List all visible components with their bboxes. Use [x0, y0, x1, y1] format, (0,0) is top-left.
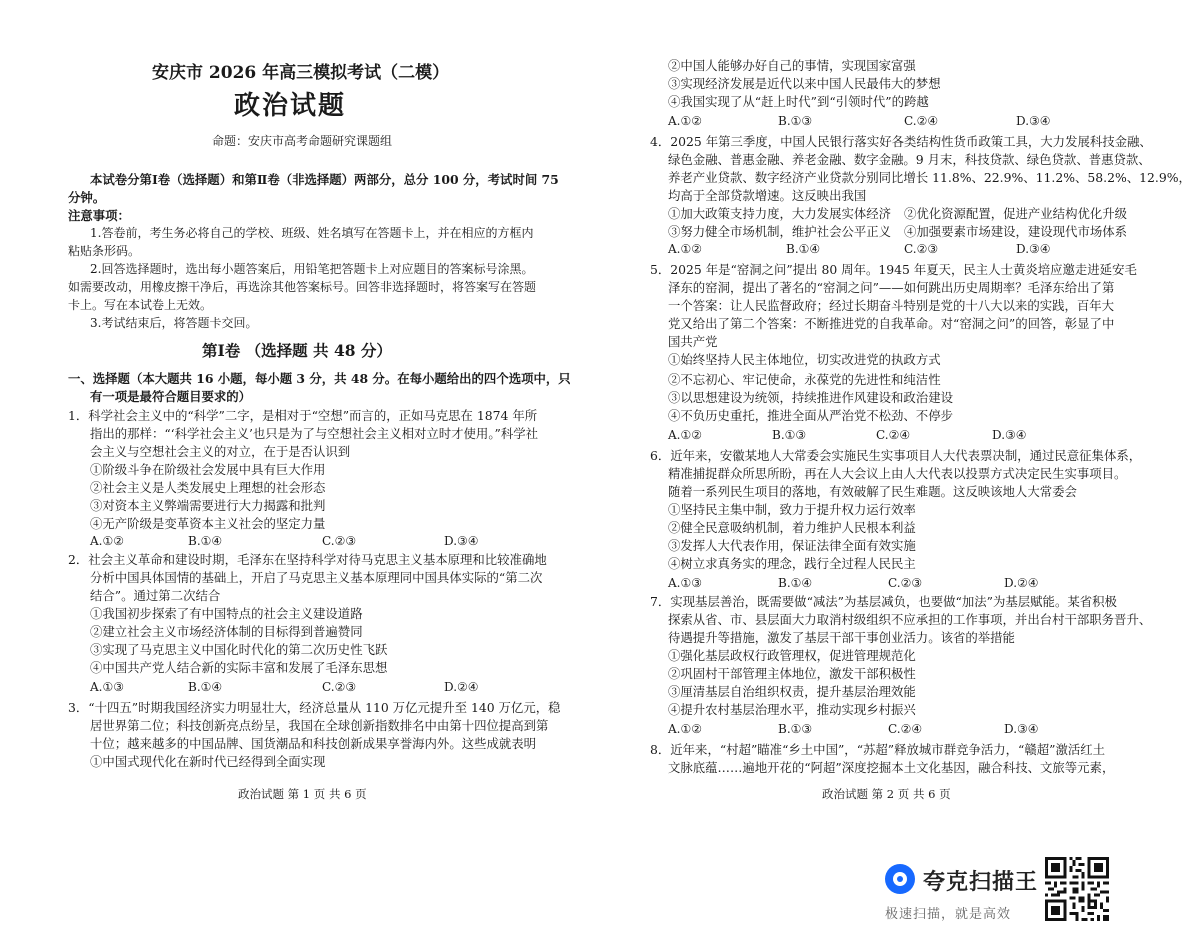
notice-line: 粘贴条形码。: [68, 244, 141, 258]
question-4-option-a: A.①②: [668, 242, 702, 256]
question-5-item: ④不负历史重托，推进全面从严治党不松劲、不停步: [668, 408, 953, 423]
notice-heading: 注意事项：: [68, 208, 130, 223]
question-4-option-c: C.②③: [904, 242, 939, 256]
question-5-option-d: D.③④: [992, 428, 1027, 442]
question-3-option-b: B.①③: [778, 114, 813, 128]
section-title: 第Ⅰ卷 （选择题 共 48 分）: [202, 341, 392, 360]
question-1-option-d: D.③④: [444, 534, 479, 548]
question-3-item: ③实现经济发展是近代以来中国人民最伟大的梦想: [668, 76, 941, 91]
question-2-item: ③实现了马克思主义中国化时代化的第二次历史性飞跃: [90, 642, 388, 657]
question-7-item: ①强化基层政权行政管理权，促进管理规范化: [668, 648, 916, 663]
question-3-item: ①中国式现代化在新时代已经得到全面实现: [90, 754, 326, 769]
question-6-stem: 6．近年来，安徽某地人大常委会实施民生实事项目人大代表票决制，通过民意征集体系，: [650, 448, 1142, 463]
scanner-logo-icon: [885, 864, 915, 894]
question-5-item: ③以思想建设为统领，持续推进作风建设和政治建设: [668, 390, 953, 405]
question-3-item: ④我国实现了从“赶上时代”到“引领时代”的跨越: [668, 94, 929, 109]
question-3-item: ②中国人能够办好自己的事情，实现国家富强: [668, 58, 916, 73]
question-7-stem: 探索从省、市、县层面大力取消村级组织不应承担的工作事项，并出台村干部职务晋升、: [668, 612, 1152, 627]
question-5-option-b: B.①③: [772, 428, 807, 442]
question-7-option-d: D.③④: [1004, 722, 1039, 736]
question-6-item: ②健全民意吸纳机制，着力维护人民根本利益: [668, 520, 916, 535]
question-4-item: ①加大政策支持力度，大力发展实体经济: [668, 206, 892, 221]
notice-line: 1.答卷前，考生务必将自己的学校、班级、姓名填写在答题卡上，并在相应的方框内: [90, 226, 534, 240]
question-4-stem: 均高于全部贷款增速。这反映出我国: [668, 188, 867, 203]
question-1-stem: 会主义与空想社会主义的对立，在于是否认识到: [90, 444, 351, 459]
question-6-item: ①坚持民主集中制，致力于提升权力运行效率: [668, 502, 916, 517]
question-3-option-d: D.③④: [1016, 114, 1051, 128]
question-7-option-c: C.②④: [888, 722, 923, 736]
question-5-item: ①始终坚持人民主体地位，切实改进党的执政方式: [668, 352, 941, 367]
question-2-option-a: A.①③: [90, 680, 124, 694]
question-5-item: ②不忘初心、牢记使命，永葆党的先进性和纯洁性: [668, 372, 941, 387]
question-1-item: ①阶级斗争在阶级社会发展中具有巨大作用: [90, 462, 326, 477]
exam-title: 安庆市 2026 年高三模拟考试（二模）: [152, 63, 450, 83]
question-3-option-a: A.①②: [668, 114, 702, 128]
question-1-item: ③对资本主义弊端需要进行大力揭露和批判: [90, 498, 326, 513]
scanner-app-name: 夸克扫描王: [923, 870, 1039, 895]
question-2-item: ②建立社会主义市场经济体制的目标得到普遍赞同: [90, 624, 363, 639]
question-4-stem: 养老产业贷款、数字经济产业贷款分别同比增长 11.8%、22.9%、11.2%、58.2%、12.9%，: [668, 170, 1191, 185]
part-heading: 有一项是最符合题目要求的）: [90, 389, 252, 404]
question-6-stem: 精准捕捉群众所思所盼，再在人大会议上由人大代表以投票方式决定民生实事项目。: [668, 466, 1127, 481]
question-7-option-b: B.①③: [778, 722, 813, 736]
question-7-item: ③厘清基层自治组织权责，提升基层治理效能: [668, 684, 916, 699]
question-2-option-b: B.①④: [188, 680, 223, 694]
question-1-stem: 1．科学社会主义中的“科学”二字，是相对于“空想”而言的，正如马克思在 1874 年所: [68, 408, 538, 423]
question-7-item: ④提升农村基层治理水平，推动实现乡村振兴: [668, 702, 916, 717]
question-6-option-b: B.①④: [778, 576, 813, 590]
question-3-stem: 3．“十四五”时期我国经济实力明显壮大，经济总量从 110 万亿元提升至 140 万亿元，稳: [68, 700, 561, 715]
question-8-stem: 8．近年来，“村超”瞄准“乡土中国”，“苏超”释放城市群竞争活力，“赣超”激活红土: [650, 742, 1106, 757]
question-8-stem: 文脉底蕴……遍地开花的“阿超”深度挖掘本土文化基因，融合科技、文旅等元素，: [668, 760, 1115, 775]
question-2-option-c: C.②③: [322, 680, 357, 694]
notice-line: 2.回答选择题时，选出每小题答案后，用铅笔把答题卡上对应题目的答案标号涂黑。: [90, 262, 534, 276]
question-5-stem: 国共产党: [668, 334, 718, 349]
question-7-stem: 7．实现基层善治，既需要做“减法”为基层减负，也要做“加法”为基层赋能。某省积极: [650, 594, 1117, 609]
question-5-stem: 泽东的窑洞，提出了著名的“窑洞之问”——如何跳出历史周期率？毛泽东给出了第: [668, 280, 1115, 295]
question-6-item: ④树立求真务实的理念，践行全过程人民民主: [668, 556, 916, 571]
question-2-item: ④中国共产党人结合新的实际丰富和发展了毛泽东思想: [90, 660, 388, 675]
question-6-item: ③发挥人大代表作用，保证法律全面有效实施: [668, 538, 916, 553]
subject-title: 政治试题: [234, 91, 347, 121]
question-2-stem: 分析中国具体国情的基础上，开启了马克思主义基本原理同中国具体实际的“第二次: [90, 570, 543, 585]
question-4-stem: 绿色金融、普惠金融、养老金融、数字金融。9 月末，科技贷款、绿色贷款、普惠贷款、: [668, 152, 1151, 167]
scanner-tagline: 极速扫描，就是高效: [885, 907, 1012, 922]
qr-code-icon: [1045, 857, 1109, 921]
question-6-stem: 随着一系列民生项目的落地，有效破解了民生难题。这反映该地人大常委会: [668, 484, 1077, 499]
question-1-item: ②社会主义是人类发展史上理想的社会形态: [90, 480, 326, 495]
question-6-option-d: D.②④: [1004, 576, 1039, 590]
question-6-option-a: A.①③: [668, 576, 702, 590]
question-7-item: ②巩固村干部管理主体地位，激发干部积极性: [668, 666, 916, 681]
question-5-option-a: A.①②: [668, 428, 702, 442]
page-2-footer: 政治试题 第 2 页 共 6 页: [822, 787, 951, 801]
question-2-item: ①我国初步探索了有中国特点的社会主义建设道路: [90, 606, 363, 621]
part-heading: 一、选择题（本大题共 16 小题，每小题 3 分，共 48 分。在每小题给出的四个选项中，只: [68, 371, 571, 386]
question-7-option-a: A.①②: [668, 722, 702, 736]
setter-line: 命题：安庆市高考命题研究课题组: [212, 134, 393, 148]
intro-line: 分钟。: [68, 190, 106, 205]
question-1-stem: 指出的那样：“‘科学社会主义’也只是为了与空想社会主义相对立时才使用。”科学社: [90, 426, 539, 441]
question-5-stem: 5．2025 年是“窑洞之问”提出 80 周年。1945 年夏天，民主人士黄炎培应邀走进延安毛: [650, 262, 1137, 277]
intro-line: 本试卷分第Ⅰ卷（选择题）和第Ⅱ卷（非选择题）两部分，总分 100 分，考试时间 75: [90, 172, 559, 187]
question-1-item: ④无产阶级是变革资本主义社会的坚定力量: [90, 516, 326, 531]
question-7-stem: 待遇提升等措施，激发了基层干部干事创业活力。该省的举措能: [668, 630, 1015, 645]
page-1-footer: 政治试题 第 1 页 共 6 页: [238, 787, 367, 801]
question-2-stem: 结合”。通过第二次结合: [90, 588, 221, 603]
question-2-stem: 2．社会主义革命和建设时期，毛泽东在坚持科学对待马克思主义基本原理和比较准确地: [68, 552, 547, 567]
question-5-option-c: C.②④: [876, 428, 911, 442]
scanner-branding: [885, 860, 1045, 920]
notice-line: 3.考试结束后，将答题卡交回。: [90, 316, 258, 330]
question-4-option-b: B.①④: [786, 242, 821, 256]
question-3-stem: 居世界第二位；科技创新亮点纷呈，我国在全球创新指数排名中由第十四位提高到第: [90, 718, 549, 733]
question-6-option-c: C.②③: [888, 576, 923, 590]
notice-line: 卡上。写在本试卷上无效。: [68, 298, 213, 312]
question-4-item: ③努力健全市场机制，维护社会公平正义: [668, 224, 892, 239]
notice-line: 如需要改动，用橡皮擦干净后，再选涂其他答案标号。回答非选择题时，将答案写在答题: [68, 280, 537, 294]
question-4-item: ④加强要素市场建设，建设现代市场体系: [904, 224, 1128, 239]
question-3-stem: 十位；越来越多的中国品牌、国货潮品和科技创新成果享誉海内外。这些成就表明: [90, 736, 537, 751]
question-1-option-c: C.②③: [322, 534, 357, 548]
question-1-option-b: B.①④: [188, 534, 223, 548]
question-1-option-a: A.①②: [90, 534, 124, 548]
question-5-stem: 一个答案：让人民监督政府；经过长期奋斗特别是党的十八大以来的实践，百年大: [668, 298, 1115, 313]
question-4-option-d: D.③④: [1016, 242, 1051, 256]
question-2-option-d: D.②④: [444, 680, 479, 694]
question-3-option-c: C.②④: [904, 114, 939, 128]
question-4-stem: 4．2025 年第三季度，中国人民银行落实好各类结构性货币政策工具，大力发展科技金融、: [650, 134, 1152, 149]
question-5-stem: 党又给出了第二个答案：不断推进党的自我革命。对“窑洞之问”的回答，彰显了中: [668, 316, 1115, 331]
question-4-item: ②优化资源配置，促进产业结构优化升级: [904, 206, 1128, 221]
